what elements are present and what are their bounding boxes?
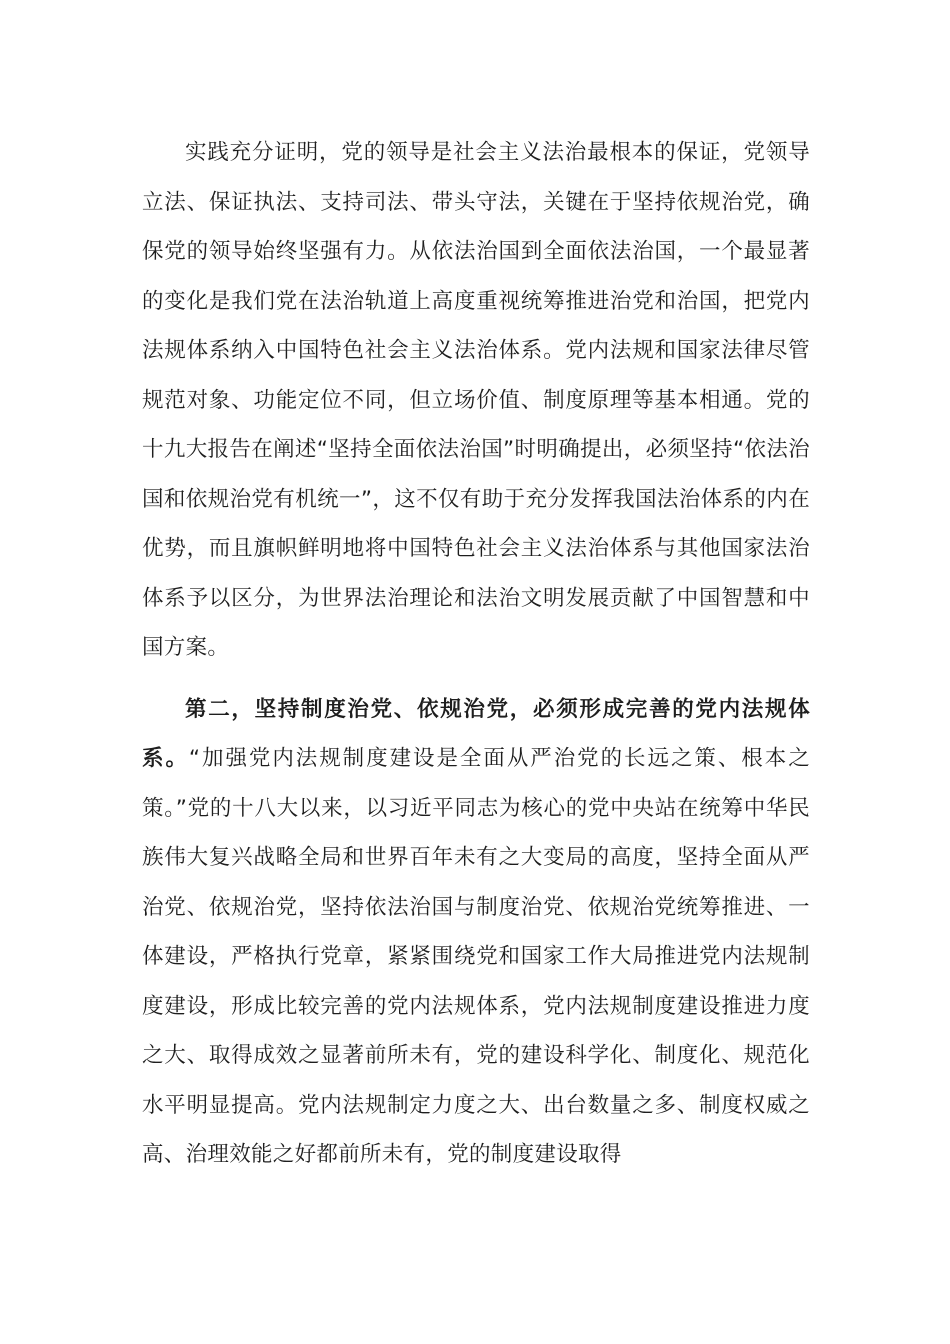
paragraph-1-text: 实践充分证明，党的领导是社会主义法治最根本的保证，党领导立法、保证执法、支持司法、带头守法，关键在于坚持依规治党，确保党的领导始终坚强有力。从依法治国到全面依法治国，一个最显著的变化是我们党在法治轨道上高度重视统筹推进治党和治国，把党内法规体系纳入中国特色社会主义法治体系。党内法规和国家法律尽管规范对象、功能定位不同，但立场价值、制度原理等基本相通。党的十九大报告在阐述“坚持全面依法治国”时明确提出，必须坚持“依法治国和依规治党有机统一”，这不仅有助于充分发挥我国法治体系的内在优势，而且旗帜鲜明地将中国特色社会主义法治体系与其他国家法治体系予以区分，为世界法治理论和法治文明发展贡献了中国智慧和中国方案。	[142, 140, 810, 660]
document-body	[142, 128, 810, 1180]
paragraph-2-lead: 第二，坚持制度治党、依规治党，必须形成完善的党内法规体系。	[142, 696, 810, 771]
paragraph-1	[142, 128, 810, 673]
paragraph-2	[142, 685, 810, 1180]
paragraph-2-text: “加强党内法规制度建设是全面从严治党的长远之策、根本之策。”党的十八大以来，以习近平同志为核心的党中央站在统筹中华民族伟大复兴战略全局和世界百年未有之大变局的高度，坚持全面从严治党、依规治党，坚持依法治国与制度治党、依规治党统筹推进、一体建设，严格执行党章，紧紧围绕党和国家工作大局推进党内法规制度建设，形成比较完善的党内法规体系，党内法规制度建设推进力度之大、取得成效之显著前所未有，党的建设科学化、制度化、规范化水平明显提高。党内法规制定力度之大、出台数量之多、制度权威之高、治理效能之好都前所未有，党的制度建设取得	[142, 746, 810, 1167]
